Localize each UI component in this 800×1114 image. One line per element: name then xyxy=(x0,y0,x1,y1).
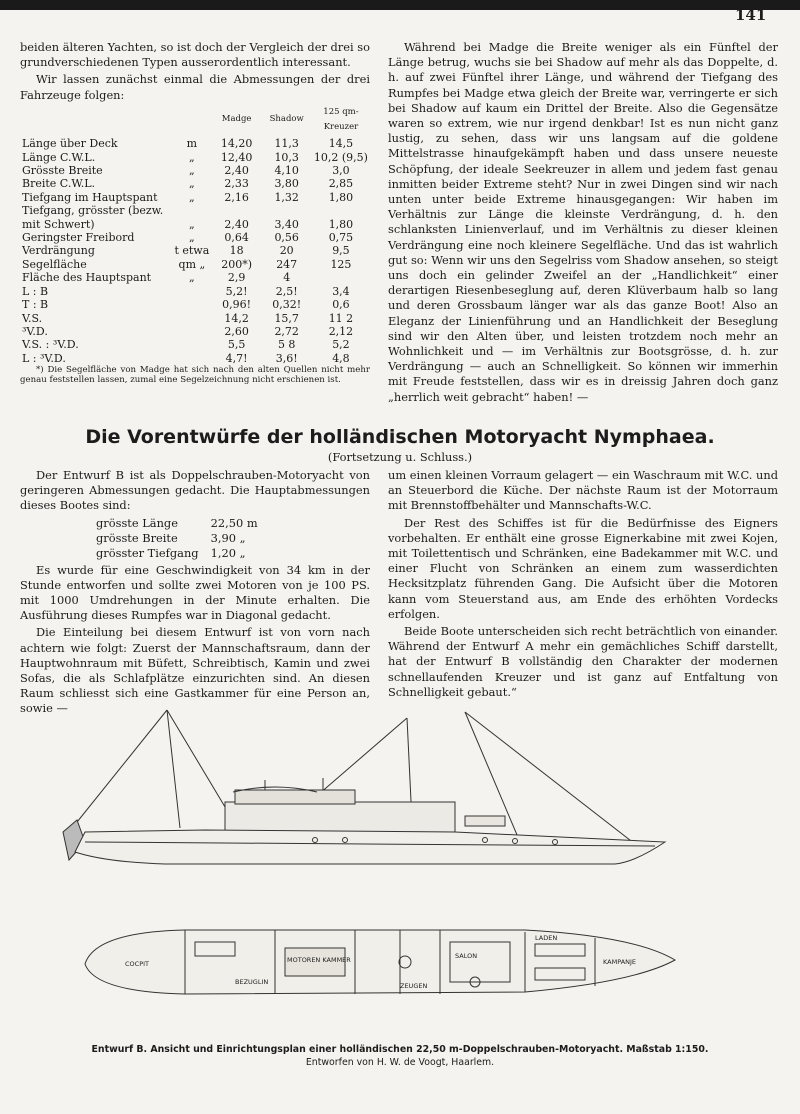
page-header-bar xyxy=(0,0,800,10)
figure-caption xyxy=(0,1044,800,1068)
row-unit xyxy=(172,204,212,217)
row-value: 4 xyxy=(283,271,291,285)
row-label: L : ³V.D. xyxy=(22,351,66,365)
deck-plan xyxy=(85,930,675,994)
row-value: 2,9 xyxy=(227,271,246,285)
row-label: V.S. : ³V.D. xyxy=(22,338,79,352)
page-number: 141 xyxy=(735,6,767,24)
plan-label: ZEUGEN xyxy=(400,982,428,990)
row-value: 2,16 xyxy=(224,190,249,204)
row-label: T : B xyxy=(22,298,49,312)
row-value: 0,32! xyxy=(272,298,302,312)
article-paragraph: um einen kleinen Vorraum gelagert — ein Waschraum mit W.C. und an Steuerbord die Küche. Der nächste Raum ist der Motorraum mit Brennstoffbehälter und Mannschafts-W.C. xyxy=(388,468,778,513)
row-value: 15,7 xyxy=(274,311,299,325)
row-unit xyxy=(172,352,212,365)
table-row xyxy=(20,271,370,284)
row-label: Geringster Freibord xyxy=(22,231,135,245)
dimensions-table xyxy=(20,105,370,365)
row-value xyxy=(262,204,312,217)
article-paragraph: Der Entwurf B ist als Doppelschrauben-Motoryacht von geringeren Abmessungen gedacht. Die Hauptabmessungen dieses Bootes sind: xyxy=(20,468,370,513)
row-value: 5,5 xyxy=(227,338,246,352)
row-unit: t etwa xyxy=(174,244,210,258)
row-value: 0,64 xyxy=(224,231,249,245)
row-value: 0,56 xyxy=(274,231,299,245)
row-unit xyxy=(172,325,212,338)
spec-label: grösster Tiefgang xyxy=(96,545,199,560)
row-unit: „ xyxy=(189,190,195,204)
plan-label: MOTOREN KAMMER xyxy=(287,956,351,964)
table-row xyxy=(20,151,370,164)
row-value: 20 xyxy=(279,244,294,258)
row-value: 12,40 xyxy=(220,150,253,164)
row-value: 3,0 xyxy=(332,164,350,178)
yacht-drawing xyxy=(55,692,755,1030)
caption-credit: Entworfen von H. W. de Voogt, Haarlem. xyxy=(305,1057,495,1068)
row-value: 5,2 xyxy=(332,338,350,352)
row-value: 1,80 xyxy=(328,190,354,204)
article-paragraph: Der Rest des Schiffes ist für die Bedürfnisse des Eigners vorbehalten. Er enthält eine grosse Eignerkabine mit zwei Kojen, mit Toilettentisch und Schränken, eine Badekammer mit W.C. und einer Flucht von Schränken an einem zum wasserdichten Hecksitzplatz führenden Gang. Die Aufsicht über die Motoren kann vom Steuerstand aus, am Ende des erhöhten Vordecks erfolgen. xyxy=(388,515,778,621)
table-row xyxy=(20,298,370,311)
row-value: 3,6! xyxy=(275,351,298,365)
table-header: Shadow xyxy=(269,114,304,125)
row-value: 0,75 xyxy=(328,231,354,245)
row-value xyxy=(312,204,370,217)
caption-main: Entwurf B. Ansicht und Einrichtungsplan einer holländischen 22,50 m-Doppelschrauben-Motoryacht. Maßstab 1:150. xyxy=(91,1044,709,1055)
table-row xyxy=(90,531,297,546)
row-value: 18 xyxy=(229,244,244,258)
row-value: 3,80 xyxy=(274,177,299,191)
table-row xyxy=(20,218,370,231)
row-value: 5 8 xyxy=(277,338,296,352)
plan-label: BEZUGLIN xyxy=(235,978,269,986)
footnote: *) Die Segelfläche von Madge hat sich nach den alten Quellen nicht mehr genau feststellen lassen, zumal eine Segelzeichnung nicht erschienen ist. xyxy=(20,365,370,386)
spec-value: 1,20 „ xyxy=(210,545,246,560)
row-value: 10,3 xyxy=(274,150,299,164)
row-unit: „ xyxy=(189,231,195,245)
row-value: 2,85 xyxy=(328,177,354,191)
row-label: V.S. xyxy=(22,311,43,325)
row-value: 2,40 xyxy=(224,164,249,178)
spec-value: 22,50 m xyxy=(210,515,258,530)
row-value: 11,3 xyxy=(274,137,299,151)
row-unit: „ xyxy=(189,217,195,231)
row-value: 2,72 xyxy=(274,324,299,338)
row-unit xyxy=(172,312,212,325)
row-value: 2,12 xyxy=(328,324,354,338)
table-row xyxy=(20,312,370,325)
row-label: Tiefgang im Hauptspant xyxy=(22,190,158,204)
row-unit xyxy=(172,338,212,351)
row-unit xyxy=(172,285,212,298)
row-label: ³V.D. xyxy=(22,324,48,338)
row-unit: „ xyxy=(189,164,195,178)
table-row xyxy=(20,244,370,257)
article-paragraph: Beide Boote unterscheiden sich recht beträchtlich von einander. Während der Entwurf A mehr ein gemächliches Schiff darstellt, hat der Entwurf B vollständig den Charakter der modernen schnellaufenden Kreuzer und ist ganz auf Entfaltung von Schnelligkeit gebaut.“ xyxy=(388,624,778,699)
row-unit: „ xyxy=(189,271,195,285)
bottom-left-column xyxy=(20,468,370,719)
table-row xyxy=(90,516,297,531)
row-unit: qm „ xyxy=(178,257,206,271)
plan-label: COCPIT xyxy=(125,960,150,968)
row-value: 125 xyxy=(330,257,352,271)
row-value: 3,4 xyxy=(332,284,350,298)
intro-paragraph: beiden älteren Yachten, so ist doch der Vergleich der drei so grundverschiedenen Typen ausserordentlich interessant. xyxy=(20,40,370,70)
row-value: 4,7! xyxy=(225,351,248,365)
row-value: 5,2! xyxy=(225,284,248,298)
row-value xyxy=(212,204,262,217)
table-row xyxy=(20,137,370,150)
row-value: 2,33 xyxy=(224,177,249,191)
row-value: 11 2 xyxy=(328,311,354,325)
row-unit: „ xyxy=(189,150,195,164)
row-label: Breite C.W.L. xyxy=(22,177,95,191)
row-value: 2,60 xyxy=(224,324,249,338)
top-right-column xyxy=(388,40,778,407)
plan-label: SALON xyxy=(455,952,478,960)
row-label: Länge C.W.L. xyxy=(22,150,96,164)
spec-label: grösste Länge xyxy=(96,515,178,530)
row-unit xyxy=(172,298,212,311)
row-value: 1,80 xyxy=(328,217,354,231)
table-header: 125 qm-Kreuzer xyxy=(323,106,359,133)
intro-paragraph-2: Wir lassen zunächst einmal die Abmessungen der drei Fahrzeuge folgen: xyxy=(20,72,370,102)
table-row xyxy=(20,231,370,244)
plan-label: KAMPANJE xyxy=(603,958,637,966)
row-value: 9,5 xyxy=(332,244,350,258)
table-row xyxy=(20,177,370,190)
row-value: 14,2 xyxy=(224,311,249,325)
row-label: Verdrängung xyxy=(22,244,95,258)
comparison-paragraph: Während bei Madge die Breite weniger als ein Fünftel der Länge betrug, wuchs sie bei Shadow auf mehr als das Doppelte, d. h. auf zwei Fünftel ihrer Länge, und während der Tiefgang des Rumpfes bei Madge etwa gleich der Breite war, verringerte er sich bei Shadow auf kaum ein Drittel der Breite. Also die Gegensätze waren so extrem, wie nur irgend denkbar! Ist es nun nicht ganz lustig, zu sehen, dass wir uns langsam auf die goldene Mittelstrasse hinaufgekämpft haben und dass unsere neueste Schöpfung, der ideale Seekreuzer in allem und jedem fast genau inmitten beider Extreme steht? Nur in zwei Dingen sind wir nach unten unter beide Extreme hinausgegangen: Wir haben im Verhältnis zur Länge die kleinste Verdrängung, d. h. den schlanksten Linienverlauf, und im Verhältnis zu dieser kleinen Verdrängung eine noch kleinere Segelfläche. Und das ist wahrlich gut so: Wenn wir uns den Segelriss vom Shadow ansehen, so steigt uns doch ein gelinder Zweifel an der „Handlichkeit“ einer derartigen Riesenbeseglung auf, deren Klüverbaum halb so lang und deren Grossbaum länger war als das ganze Boot! Also an Eleganz der Linienführung und an Handlichkeit der Beseglung sind wir den Alten über, und leisten trotzdem noch mehr an Wohnlichkeit und — im Verhältnis zur Bootsgrösse, d. h. zur Verdrängung — auch an Schnelligkeit. So können wir immerhin mit Freude feststellen, dass wir es in dreissig Jahren doch ganz „herrlich weit gebracht“ haben! — xyxy=(388,40,778,404)
row-value: 14,20 xyxy=(220,137,253,151)
table-row xyxy=(20,164,370,177)
table-row xyxy=(90,546,297,561)
table-row xyxy=(20,338,370,351)
row-label: Segelfläche xyxy=(22,257,87,271)
row-value: 247 xyxy=(276,257,298,271)
row-value: 0,96! xyxy=(222,298,252,312)
spec-label: grösste Breite xyxy=(96,530,178,545)
row-label: Grösste Breite xyxy=(22,164,103,178)
side-elevation xyxy=(63,710,665,864)
article-title: Die Vorentwürfe der holländischen Motoryacht Nymphaea. xyxy=(85,426,715,448)
row-label: mit Schwert) xyxy=(22,217,95,231)
table-row xyxy=(20,285,370,298)
table-row xyxy=(20,325,370,338)
table-row xyxy=(20,258,370,271)
table-row xyxy=(20,191,370,204)
row-label: Länge über Deck xyxy=(22,137,118,151)
row-value: 10,2 (9,5) xyxy=(313,150,368,164)
top-left-column xyxy=(20,40,370,387)
row-value: 4,8 xyxy=(332,351,350,365)
row-value: 2,5! xyxy=(275,284,298,298)
row-value: 4,10 xyxy=(274,164,299,178)
row-value: 200*) xyxy=(221,257,253,271)
article-subtitle: (Fortsetzung u. Schluss.) xyxy=(327,450,473,464)
row-value: 14,5 xyxy=(328,137,354,151)
article-paragraph: Es wurde für eine Geschwindigkeit von 34 km in der Stunde entworfen und sollte zwei Motoren von je 100 PS. mit 1000 Umdrehungen in der Minute erhalten. Die Ausführung dieses Rumpfes war in Diagonal gedacht. xyxy=(20,562,370,623)
plan-label: LADEN xyxy=(535,934,558,942)
row-value: 2,40 xyxy=(224,217,249,231)
table-row xyxy=(20,204,370,217)
row-value: 0,6 xyxy=(332,298,350,312)
row-value xyxy=(312,271,370,284)
main-dimensions-table xyxy=(90,516,297,561)
table-row xyxy=(20,352,370,365)
bottom-right-column xyxy=(388,468,778,702)
spec-value: 3,90 „ xyxy=(210,530,246,545)
row-unit: m xyxy=(186,137,198,151)
row-unit: „ xyxy=(189,177,195,191)
row-label: L : B xyxy=(22,284,49,298)
article-paragraph: Die Einteilung bei diesem Entwurf ist von vorn nach achtern wie folgt: Zuerst der Mannschaftsraum, dann der Hauptwohnraum mit Büfett, Schreibtisch, Kamin und zwei Sofas, die als Schlafplätze einzurichten sind. An diesen Raum schliesst sich eine Gastkammer für eine Person an, sowie — xyxy=(20,625,370,716)
row-value: 1,32 xyxy=(274,190,299,204)
row-label: Tiefgang, grösster (bezw. xyxy=(22,204,164,218)
row-label: Fläche des Hauptspant xyxy=(22,271,152,285)
row-value: 3,40 xyxy=(274,217,299,231)
table-header: Madge xyxy=(221,114,252,125)
